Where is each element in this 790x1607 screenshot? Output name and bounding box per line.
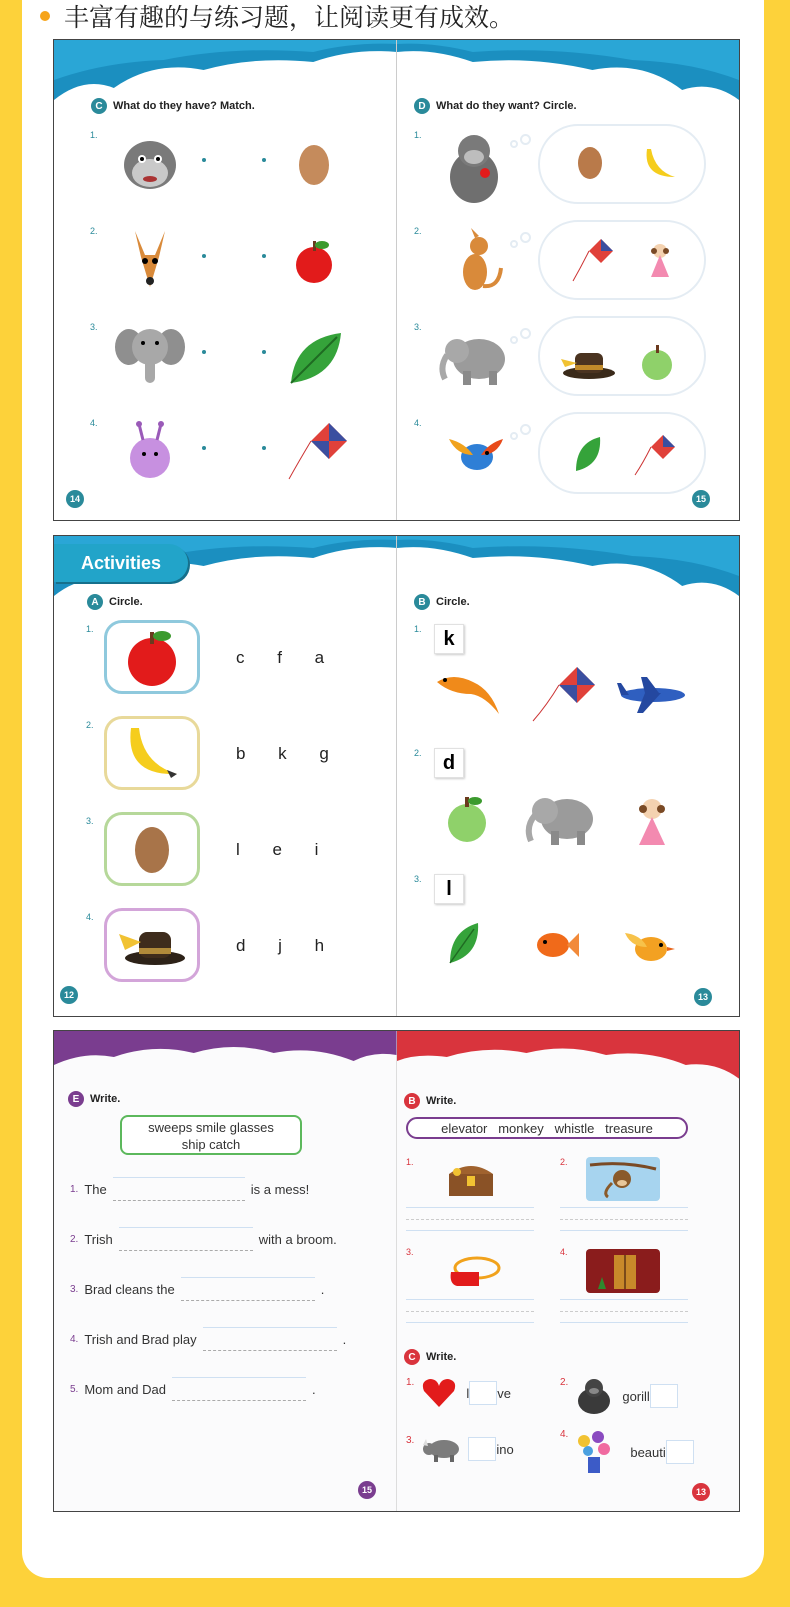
- purple-curtain: [54, 1031, 397, 1091]
- item-number: 2.: [414, 748, 422, 758]
- item-number: 2.: [70, 1233, 79, 1245]
- thought-cloud: [538, 220, 706, 300]
- page-number-badge: 15: [358, 1481, 376, 1499]
- letter-choices[interactable]: c f a: [236, 648, 339, 667]
- goldfish-option-icon[interactable]: [530, 926, 582, 964]
- gorilla-icon: [444, 132, 504, 206]
- thought-bubble-dot: [510, 336, 518, 344]
- item-number: 1.: [70, 1183, 79, 1195]
- section-a-header: [87, 594, 143, 610]
- sentence-3: [70, 1277, 324, 1301]
- thought-bubble-dot: [520, 328, 531, 339]
- letter-card: k: [434, 624, 464, 654]
- picture-frame: [104, 620, 200, 694]
- page-number-badge: 15: [692, 490, 710, 508]
- thought-bubble-dot: [510, 240, 518, 248]
- leaf-icon: [286, 328, 346, 388]
- word-bank-line: sweeps smile glasses: [148, 1120, 274, 1135]
- thought-bubble-dot: [510, 432, 518, 440]
- rhino-icon: [420, 1435, 462, 1463]
- page-number-badge: 14: [66, 490, 84, 508]
- item-number: 2.: [90, 226, 98, 236]
- item-number: 4.: [560, 1247, 568, 1257]
- section-title: What do they have? Match.: [113, 100, 255, 112]
- sentence-2: [70, 1227, 337, 1251]
- match-dot[interactable]: [202, 350, 206, 354]
- kite-icon: [284, 420, 348, 486]
- word-bank-line: ship catch: [181, 1137, 241, 1152]
- answer-blank[interactable]: [172, 1377, 306, 1401]
- airplane-option-icon[interactable]: [614, 672, 690, 716]
- doll-option-icon[interactable]: [644, 240, 676, 282]
- section-letter-badge: A: [87, 594, 103, 610]
- word-bank: [406, 1117, 688, 1139]
- sentence-4: [70, 1327, 346, 1351]
- letter-choices[interactable]: l e i: [236, 840, 333, 859]
- match-dot[interactable]: [262, 446, 266, 450]
- sentence-after: .: [320, 1281, 325, 1297]
- item-number: 3.: [406, 1247, 414, 1257]
- fill-item-1: [406, 1377, 511, 1409]
- answer-blank[interactable]: [181, 1277, 315, 1301]
- sentence-before: Brad cleans the: [84, 1281, 175, 1297]
- item-number: 3.: [70, 1283, 79, 1295]
- section-title: What do they want? Circle.: [436, 100, 577, 112]
- item-number: 3.: [414, 322, 422, 332]
- picture-frame: [104, 812, 200, 886]
- letter-blank[interactable]: [468, 1437, 496, 1461]
- item-number: 1.: [90, 130, 98, 140]
- green-apple-option-icon[interactable]: [638, 342, 676, 382]
- write-line[interactable]: [560, 1207, 688, 1231]
- section-c-header: [404, 1349, 456, 1365]
- kite-option-icon[interactable]: [570, 236, 614, 286]
- item-number: 3.: [406, 1435, 415, 1446]
- word-bank: [120, 1115, 302, 1155]
- egg-option-icon[interactable]: [574, 142, 606, 182]
- banana-option-icon[interactable]: [640, 144, 680, 184]
- sentence-after: is a mess!: [250, 1181, 310, 1197]
- bug-face-icon: [124, 420, 176, 480]
- gorilla-icon: [574, 1377, 614, 1415]
- section-letter-badge: B: [414, 594, 430, 610]
- section-letter-badge: C: [91, 98, 107, 114]
- match-dot[interactable]: [262, 158, 266, 162]
- item-number: 3.: [86, 816, 94, 826]
- item-number: 2.: [560, 1377, 569, 1388]
- section-title: Circle.: [436, 596, 470, 608]
- heading-text: 丰富有趣的与练习题，让阅读更有成效。: [64, 3, 515, 32]
- egg-icon: [132, 823, 172, 875]
- word-prefix: beauti: [630, 1444, 666, 1460]
- elevator-icon: [586, 1249, 660, 1293]
- sentence-before: Trish and Brad play: [84, 1331, 197, 1347]
- letter-blank[interactable]: [469, 1381, 497, 1405]
- hat-icon: [117, 922, 187, 968]
- apple-icon: [122, 626, 182, 688]
- bullet-dot-icon: [40, 11, 50, 21]
- bird-icon: [442, 430, 508, 478]
- sentence-after: .: [342, 1331, 347, 1347]
- fill-item-3: [406, 1435, 514, 1463]
- letter-choices[interactable]: d j h: [236, 936, 339, 955]
- thought-bubble-dot: [510, 140, 518, 148]
- sentence-before: The: [84, 1181, 107, 1197]
- section-e-header: [68, 1091, 120, 1107]
- section-heading: [40, 0, 514, 32]
- elephant-icon: [438, 326, 510, 390]
- thought-bubble-dot: [520, 134, 531, 145]
- doll-option-icon[interactable]: [630, 794, 674, 852]
- item-number: 4.: [414, 418, 422, 428]
- page-number-badge: 13: [694, 988, 712, 1006]
- monkey-icon: [586, 1157, 660, 1201]
- book-spread-2: [53, 535, 740, 1017]
- apple-icon: [290, 236, 338, 286]
- write-line[interactable]: [406, 1207, 534, 1231]
- book-spread-3: [53, 1030, 740, 1512]
- match-dot[interactable]: [202, 446, 206, 450]
- sentence-5: [70, 1377, 316, 1401]
- section-letter-badge: B: [404, 1093, 420, 1109]
- item-number: 2.: [86, 720, 94, 730]
- sentence-1: [70, 1177, 309, 1201]
- section-d-header: [414, 98, 577, 114]
- section-title: Write.: [426, 1095, 457, 1107]
- leaf-option-icon[interactable]: [444, 920, 484, 966]
- write-line[interactable]: [406, 1299, 534, 1323]
- item-number: 4.: [90, 418, 98, 428]
- item-number: 2.: [560, 1157, 568, 1167]
- page-number-badge: 12: [60, 986, 78, 1004]
- item-number: 3.: [90, 322, 98, 332]
- answer-blank[interactable]: [203, 1327, 337, 1351]
- word-prefix: gorill: [622, 1388, 650, 1404]
- section-b-header: [404, 1093, 456, 1109]
- sentence-after: with a broom.: [258, 1231, 337, 1247]
- elephant-face-icon: [114, 322, 186, 386]
- letter-blank[interactable]: [650, 1384, 678, 1408]
- word-suffix: ino: [496, 1441, 514, 1457]
- flowers-icon: [574, 1429, 614, 1475]
- lizard-option-icon[interactable]: [432, 666, 504, 720]
- match-dot[interactable]: [202, 158, 206, 162]
- elephant-option-icon[interactable]: [522, 786, 598, 850]
- sentence-after: .: [312, 1381, 316, 1397]
- match-dot[interactable]: [262, 350, 266, 354]
- item-number: 2.: [414, 226, 422, 236]
- bird-option-icon[interactable]: [620, 922, 680, 968]
- answer-blank[interactable]: [113, 1177, 245, 1201]
- leaf-option-icon[interactable]: [570, 434, 606, 474]
- section-c-header: [91, 98, 255, 114]
- kangaroo-icon: [452, 228, 504, 298]
- letter-card: d: [434, 748, 464, 778]
- thought-bubble-dot: [520, 424, 531, 435]
- fill-item-2: [560, 1377, 678, 1415]
- letter-choices[interactable]: b k g: [236, 744, 343, 763]
- heart-icon: [420, 1377, 458, 1409]
- book-spread-1: [53, 39, 740, 521]
- write-line[interactable]: [560, 1299, 688, 1323]
- match-dot[interactable]: [202, 254, 206, 258]
- item-number: 4.: [86, 912, 94, 922]
- picture-frame: [104, 908, 200, 982]
- item-number: 3.: [414, 874, 422, 884]
- item-number: 1.: [414, 624, 422, 634]
- item-number: 1.: [406, 1377, 415, 1388]
- item-number: 1.: [86, 624, 94, 634]
- section-title: Circle.: [109, 596, 143, 608]
- kite-option-icon[interactable]: [528, 664, 598, 724]
- section-letter-badge: C: [404, 1349, 420, 1365]
- letter-blank[interactable]: [666, 1440, 694, 1464]
- green-apple-option-icon[interactable]: [442, 792, 492, 844]
- picture-frame: [104, 716, 200, 790]
- kite-option-icon[interactable]: [630, 432, 676, 478]
- page-number-badge: 13: [692, 1483, 710, 1501]
- item-number: 4.: [560, 1429, 569, 1440]
- word-prefix: l: [466, 1385, 470, 1401]
- section-title: Write.: [90, 1093, 121, 1105]
- activities-banner: [54, 544, 188, 582]
- treasure-chest-icon: [442, 1159, 500, 1199]
- section-b-header: [414, 594, 470, 610]
- activities-banner-text: Activities: [80, 552, 162, 573]
- banana-icon: [123, 724, 181, 782]
- thought-cloud: [538, 412, 706, 494]
- whistle-icon: [444, 1253, 504, 1291]
- gorilla-face-icon: [118, 136, 182, 192]
- hat-option-icon[interactable]: [558, 344, 618, 382]
- sentence-before: Mom and Dad: [84, 1381, 166, 1397]
- egg-icon: [294, 140, 334, 188]
- match-dot[interactable]: [262, 254, 266, 258]
- item-number: 5.: [70, 1383, 79, 1395]
- item-number: 1.: [414, 130, 422, 140]
- kangaroo-face-icon: [122, 226, 178, 292]
- thought-cloud: [538, 124, 706, 204]
- letter-card: l: [434, 874, 464, 904]
- item-number: 1.: [406, 1157, 414, 1167]
- thought-bubble-dot: [520, 232, 531, 243]
- section-letter-badge: D: [414, 98, 430, 114]
- section-letter-badge: E: [68, 1091, 84, 1107]
- section-title: Write.: [426, 1351, 457, 1363]
- red-curtain: [397, 1031, 740, 1091]
- word-bank-text: elevator monkey whistle treasure: [441, 1120, 653, 1136]
- answer-blank[interactable]: [119, 1227, 253, 1251]
- word-suffix: ve: [497, 1385, 511, 1401]
- item-number: 4.: [70, 1333, 79, 1345]
- fill-item-4: [560, 1429, 694, 1475]
- sentence-before: Trish: [84, 1231, 113, 1247]
